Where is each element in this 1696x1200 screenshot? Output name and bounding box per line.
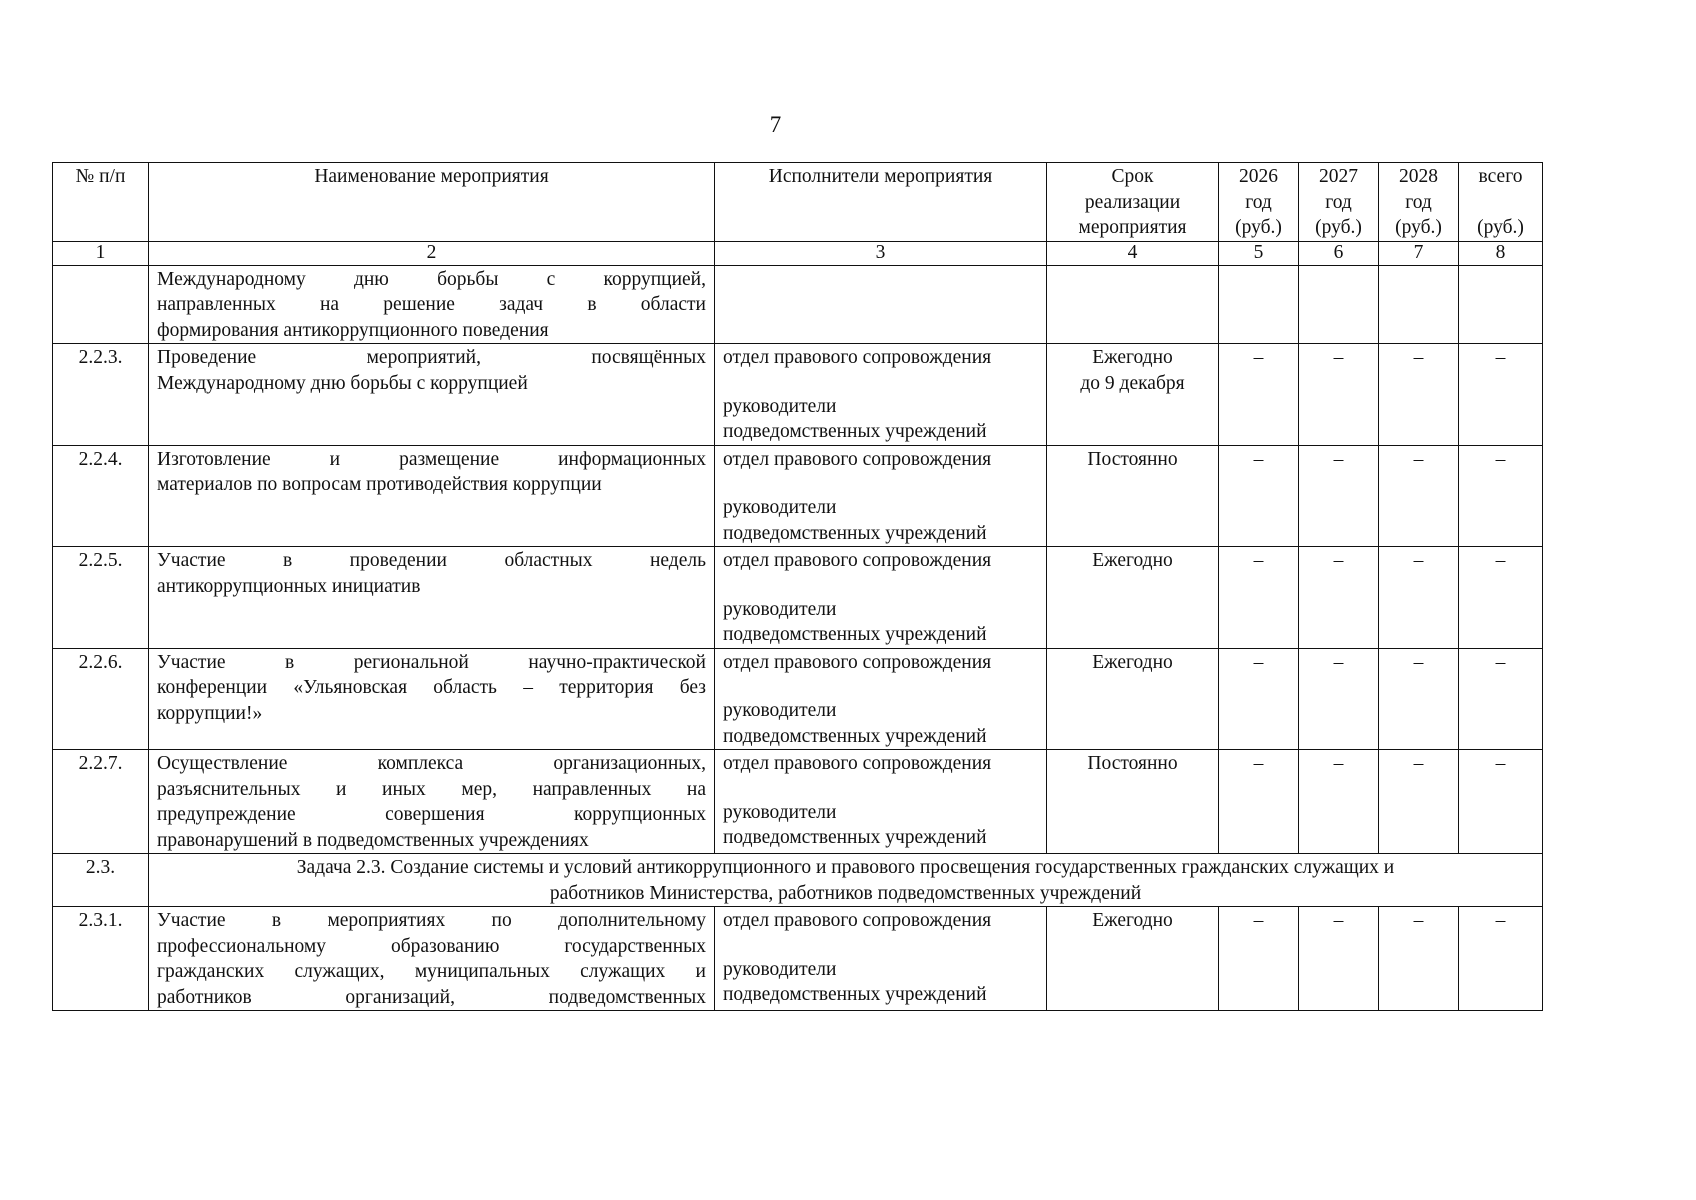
measure-name-line: Изготовление и размещение информационных: [157, 448, 706, 470]
amount-total: –: [1459, 750, 1543, 854]
header-term-line-1: Срок: [1111, 166, 1154, 187]
measure-name-line: Проведение мероприятий, посвящённых: [157, 347, 706, 368]
col-number: 6: [1299, 241, 1379, 265]
header-2027-rub: (руб.): [1315, 217, 1362, 238]
amount-2028: –: [1379, 750, 1459, 854]
measure-name-line: правонарушений в подведомственных учреждениях: [157, 829, 589, 851]
table-row: [53, 750, 1543, 854]
header-total-label: всего: [1478, 166, 1523, 187]
measure-name-line: Международному дню борьбы с коррупцией,: [157, 268, 706, 290]
amount-2028: –: [1379, 648, 1459, 750]
term-cell: [1047, 750, 1219, 854]
term-line: Ежегодно: [1092, 550, 1173, 571]
measure-name: [149, 265, 715, 344]
term-cell: [1047, 265, 1219, 344]
amount-total: –: [1459, 445, 1543, 547]
measure-name-line: формирования антикоррупционного поведения: [157, 319, 549, 341]
measure-name-line: Участие в проведении областных недель: [157, 550, 706, 571]
amount-2027: –: [1299, 547, 1379, 649]
executor-gap: [723, 472, 1038, 495]
header-2026: [1219, 163, 1299, 242]
table-row: [53, 265, 1543, 344]
header-total: [1459, 163, 1543, 242]
term-line: Постоянно: [1087, 753, 1178, 774]
executor-gap: [723, 675, 1038, 698]
executor-heads: руководители: [723, 700, 837, 721]
table-row: [53, 648, 1543, 750]
executor-institutions: подведомственных учреждений: [723, 725, 987, 747]
col-number: 3: [715, 241, 1047, 265]
row-number: [53, 265, 149, 344]
header-2028-god: год: [1405, 191, 1432, 213]
executor-department: отдел правового сопровождения: [723, 910, 992, 931]
col-number: 8: [1459, 241, 1543, 265]
amount-total: –: [1459, 547, 1543, 649]
amount-total: [1459, 265, 1543, 344]
executor-department: отдел правового сопровождения: [723, 753, 992, 774]
executor-institutions: подведомственных учреждений: [723, 984, 987, 1005]
measure-name-line: разъяснительных и иных мер, направленных на: [157, 778, 706, 800]
executors-cell: [715, 907, 1047, 1011]
executor-department: отдел правового сопровождения: [723, 347, 992, 368]
amount-2027: –: [1299, 344, 1379, 446]
amount-2026: –: [1219, 547, 1299, 649]
measure-name-line: гражданских служащих, муниципальных служащих и: [157, 961, 706, 982]
executor-gap: [723, 574, 1038, 597]
executor-heads: руководители: [723, 497, 837, 518]
header-2028-year: 2028: [1399, 166, 1438, 187]
executor-department: отдел правового сопровождения: [723, 448, 992, 470]
amount-2026: [1219, 265, 1299, 344]
header-executors: Исполнители мероприятия: [715, 163, 1047, 242]
header-2026-year: 2026: [1239, 166, 1278, 187]
header-total-rub: (руб.): [1477, 216, 1524, 238]
executor-institutions: подведомственных учреждений: [723, 522, 987, 544]
amount-total: –: [1459, 648, 1543, 750]
measure-name-line: конференции «Ульяновская область – территория без: [157, 677, 706, 698]
executor-heads: руководители: [723, 395, 837, 417]
header-2028-rub: (руб.): [1395, 217, 1442, 238]
measure-name-line: предупреждение совершения коррупционных: [157, 804, 706, 825]
amount-2027: –: [1299, 907, 1379, 1011]
task-title-line: Задача 2.3. Создание системы и условий антикоррупционного и правового просвещения государственных гражданских служащих и: [296, 857, 1395, 878]
page-number: 7: [769, 112, 782, 137]
measure-name: [149, 750, 715, 854]
amount-2027: –: [1299, 445, 1379, 547]
measure-name-line: профессиональному образованию государственных: [157, 935, 706, 957]
row-number: 2.2.7.: [53, 750, 149, 854]
task-title: [149, 854, 1543, 907]
measure-name: [149, 445, 715, 547]
measure-name-line: работников организаций, подведомственных: [157, 986, 706, 1008]
row-number: 2.2.6.: [53, 648, 149, 750]
table-row: [53, 445, 1543, 547]
header-term-line-2: реализации: [1084, 191, 1181, 213]
row-number: 2.3.1.: [53, 907, 149, 1011]
table-header-row: [53, 163, 1543, 242]
measure-name-line: Участие в мероприятиях по дополнительному: [157, 910, 706, 931]
term-cell: [1047, 648, 1219, 750]
executor-gap: [723, 777, 1038, 800]
measure-name: [149, 648, 715, 750]
executor-gap: [723, 371, 1038, 394]
measure-name-line: Осуществление комплекса организационных,: [157, 753, 706, 774]
task-title-line: работников Министерства, работников подведомственных учреждений: [549, 882, 1142, 904]
measure-name: [149, 907, 715, 1011]
header-num: № п/п: [53, 163, 149, 242]
header-2026-god: год: [1245, 191, 1272, 213]
col-number: 2: [149, 241, 715, 265]
amount-2026: –: [1219, 750, 1299, 854]
amount-total: –: [1459, 344, 1543, 446]
measure-name-line: Участие в региональной научно-практической: [157, 651, 706, 673]
executor-institutions: подведомственных учреждений: [723, 421, 987, 442]
executor-heads: руководители: [723, 958, 837, 980]
executors-cell: [715, 547, 1047, 649]
col-number: 7: [1379, 241, 1459, 265]
measure-name-line: антикоррупционных инициатив: [157, 575, 421, 597]
header-term: [1047, 163, 1219, 242]
executor-institutions: подведомственных учреждений: [723, 827, 987, 848]
amount-2026: –: [1219, 344, 1299, 446]
measure-name: [149, 344, 715, 446]
term-line: Ежегодно: [1092, 910, 1173, 931]
table-row: [53, 907, 1543, 1011]
column-number-row: [53, 241, 1543, 265]
amount-2026: –: [1219, 648, 1299, 750]
header-2028: [1379, 163, 1459, 242]
executors-cell: [715, 648, 1047, 750]
term-cell: [1047, 445, 1219, 547]
executor-department: отдел правового сопровождения: [723, 651, 992, 673]
row-number: 2.2.5.: [53, 547, 149, 649]
executor-gap: [723, 934, 1038, 957]
amount-2027: –: [1299, 648, 1379, 750]
task-number: 2.3.: [53, 854, 149, 907]
term-line: Ежегодно: [1092, 347, 1173, 368]
measure-name-line: Международному дню борьбы с коррупцией: [157, 372, 528, 394]
term-line: до 9 декабря: [1080, 372, 1185, 394]
measure-name: [149, 547, 715, 649]
amount-total: –: [1459, 907, 1543, 1011]
executor-heads: руководители: [723, 598, 837, 620]
col-number: 5: [1219, 241, 1299, 265]
header-term-line-3: мероприятия: [1078, 217, 1187, 238]
amount-2028: –: [1379, 344, 1459, 446]
measure-name-line: материалов по вопросам противодействия коррупции: [157, 474, 602, 495]
amount-2027: –: [1299, 750, 1379, 854]
measure-name-line: направленных на решение задач в области: [157, 294, 706, 315]
executors-cell: [715, 445, 1047, 547]
row-number: 2.2.3.: [53, 344, 149, 446]
amount-2027: [1299, 265, 1379, 344]
task-row: [53, 854, 1543, 907]
header-name: Наименование мероприятия: [149, 163, 715, 242]
amount-2026: –: [1219, 445, 1299, 547]
col-number: 1: [53, 241, 149, 265]
amount-2028: –: [1379, 907, 1459, 1011]
table-row: [53, 344, 1543, 446]
row-number: 2.2.4.: [53, 445, 149, 547]
amount-2028: [1379, 265, 1459, 344]
executors-cell: [715, 265, 1047, 344]
header-2027-year: 2027: [1319, 166, 1358, 187]
header-2027: [1299, 163, 1379, 242]
term-cell: [1047, 547, 1219, 649]
measure-name-line: коррупции!»: [157, 702, 263, 724]
executor-institutions: подведомственных учреждений: [723, 624, 987, 645]
executors-cell: [715, 344, 1047, 446]
term-cell: [1047, 344, 1219, 446]
term-cell: [1047, 907, 1219, 1011]
amount-2028: –: [1379, 445, 1459, 547]
table-row: [53, 547, 1543, 649]
executor-department: отдел правового сопровождения: [723, 550, 992, 571]
header-2026-rub: (руб.): [1235, 217, 1282, 238]
measures-table: [52, 162, 1543, 1011]
executors-cell: [715, 750, 1047, 854]
header-total-gap: [1467, 190, 1534, 215]
term-line: Постоянно: [1087, 448, 1178, 470]
col-number: 4: [1047, 241, 1219, 265]
executor-heads: руководители: [723, 801, 837, 823]
amount-2026: –: [1219, 907, 1299, 1011]
amount-2028: –: [1379, 547, 1459, 649]
term-line: Ежегодно: [1092, 651, 1173, 673]
header-2027-god: год: [1325, 191, 1352, 213]
